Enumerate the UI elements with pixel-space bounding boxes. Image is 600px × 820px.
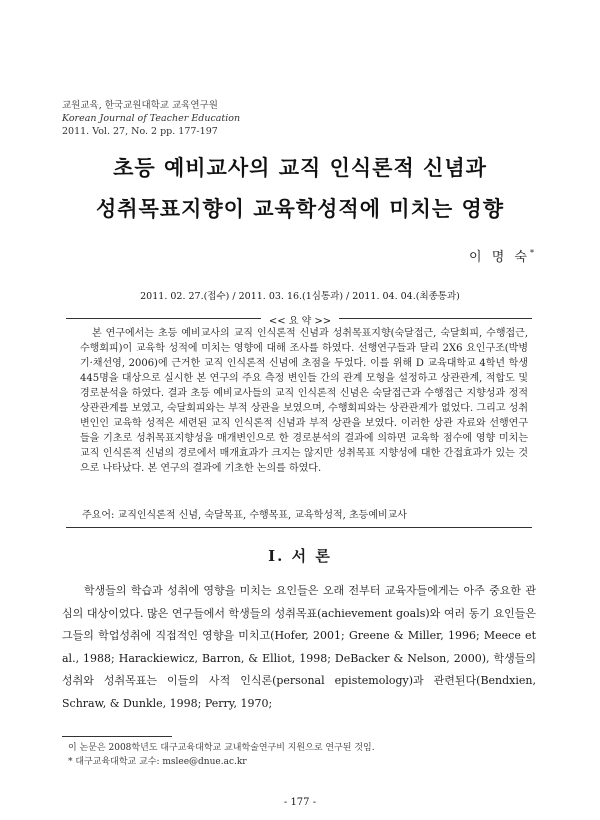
footnotes [62, 741, 375, 769]
abstract-bottom-rule [66, 527, 532, 528]
author-footnote-mark: * [530, 248, 534, 258]
paper-title-line2: 성취목표지향이 교육학성적에 미치는 영향 [95, 196, 505, 221]
abstract-label [0, 312, 600, 327]
abstract-label-text: << 요 약 >> [261, 316, 339, 327]
body-text [62, 580, 536, 715]
footnote-funding: 이 논문은 2008학년도 대구교육대학교 교내학술연구비 지원으로 연구된 것임. [68, 743, 375, 753]
journal-volume: 2011. Vol. 27, No. 2 pp. 177-197 [62, 126, 218, 137]
journal-info [62, 99, 240, 138]
author-name: 이 명 숙 [469, 250, 530, 265]
author [469, 246, 534, 265]
abstract-text: 본 연구에서는 초등 예비교사의 교직 인식론적 신념과 성취목표지향(숙달접근, 숙달회피, 수행접근, 수행회피)이 교육학 성적에 미치는 영향에 대해 조사를 하였다. 선행연구들과 달리 2X6 요인구조(박병기·채선영, 2006)에 근거한 교직 인식론적 신념에 초점을 두었다. 이를 위해 D 교육대학교 4학년 학생 445명을 대상으로 실시한 본 연구의 주요 측정 변인들 간의 관계 모형을 설정하고 상관관계, 적합도 및 경로분석을 하였다. 결과 초등 예비교사들의 교직 인식론적 신념은 숙달접근과 수행접근 지향성과 정적 상관관계를 보였고, 숙달회피와는 부적 상관을 보였으며, 수행회피와는 상관관계가 없었다. 그리고 성취 변인인 교육학 성적은 세련된 교직 인식론적 신념과 부적 상관을 보였다. 이러한 상관 자료와 선행연구들을 기초로 성취목표지향성을 매개변인으로 한 경로분석의 결과에 의하면 교육학 점수에 영향 미치는 교직 인식론적 신념의 경로에서 매개효과가 크지는 않지만 성취목표 지향성에 대한 간접효과가 있는 것으로 나타났다. 본 연구의 결과에 기초한 논의를 하였다. [80, 328, 528, 474]
footnote-rule [62, 736, 172, 737]
footnote-author: * 대구교육대학교 교수: mslee@dnue.ac.kr [68, 757, 247, 767]
review-dates: 2011. 02. 27.(접수) / 2011. 03. 16.(1심통과) / 2011. 04. 04.(최종통과) [140, 291, 460, 302]
journal-name-korean: 교원교육, 한국교원대학교 교육연구원 [62, 100, 218, 111]
section-heading: Ⅰ. 서 론 [268, 547, 332, 565]
page-number: - 177 - [283, 797, 317, 808]
body-paragraph: 학생들의 학습과 성취에 영향을 미치는 요인들은 오래 전부터 교육자들에게는 아주 중요한 관심의 대상이었다. 많은 연구들에서 학생들의 성취목표(achievement goals)와 여러 동기 요인들은 그들의 학업성취에 직접적인 영향을 미치고(Hofer, 2001; Greene & Miller, 1996; Meece et al., 1988; Harackiewicz, Barron, & Elliot, 1998; DeBacker & Nelson, 2000), 학생들의 성취와 성취목표는 이들의 사적 인식론(personal epistemology)과 관련된다(Bendxien, Schraw, & Dunkle, 1998; Perry, 1970; [62, 584, 536, 710]
abstract [80, 326, 528, 476]
keywords: 주요어: 교직인식론적 신념, 숙달목표, 수행목표, 교육학성적, 초등예비교사 [82, 510, 407, 521]
paper-title-line1: 초등 예비교사의 교직 인식론적 신념과 [113, 155, 487, 180]
journal-name-english: Korean Journal of Teacher Education [62, 113, 241, 124]
